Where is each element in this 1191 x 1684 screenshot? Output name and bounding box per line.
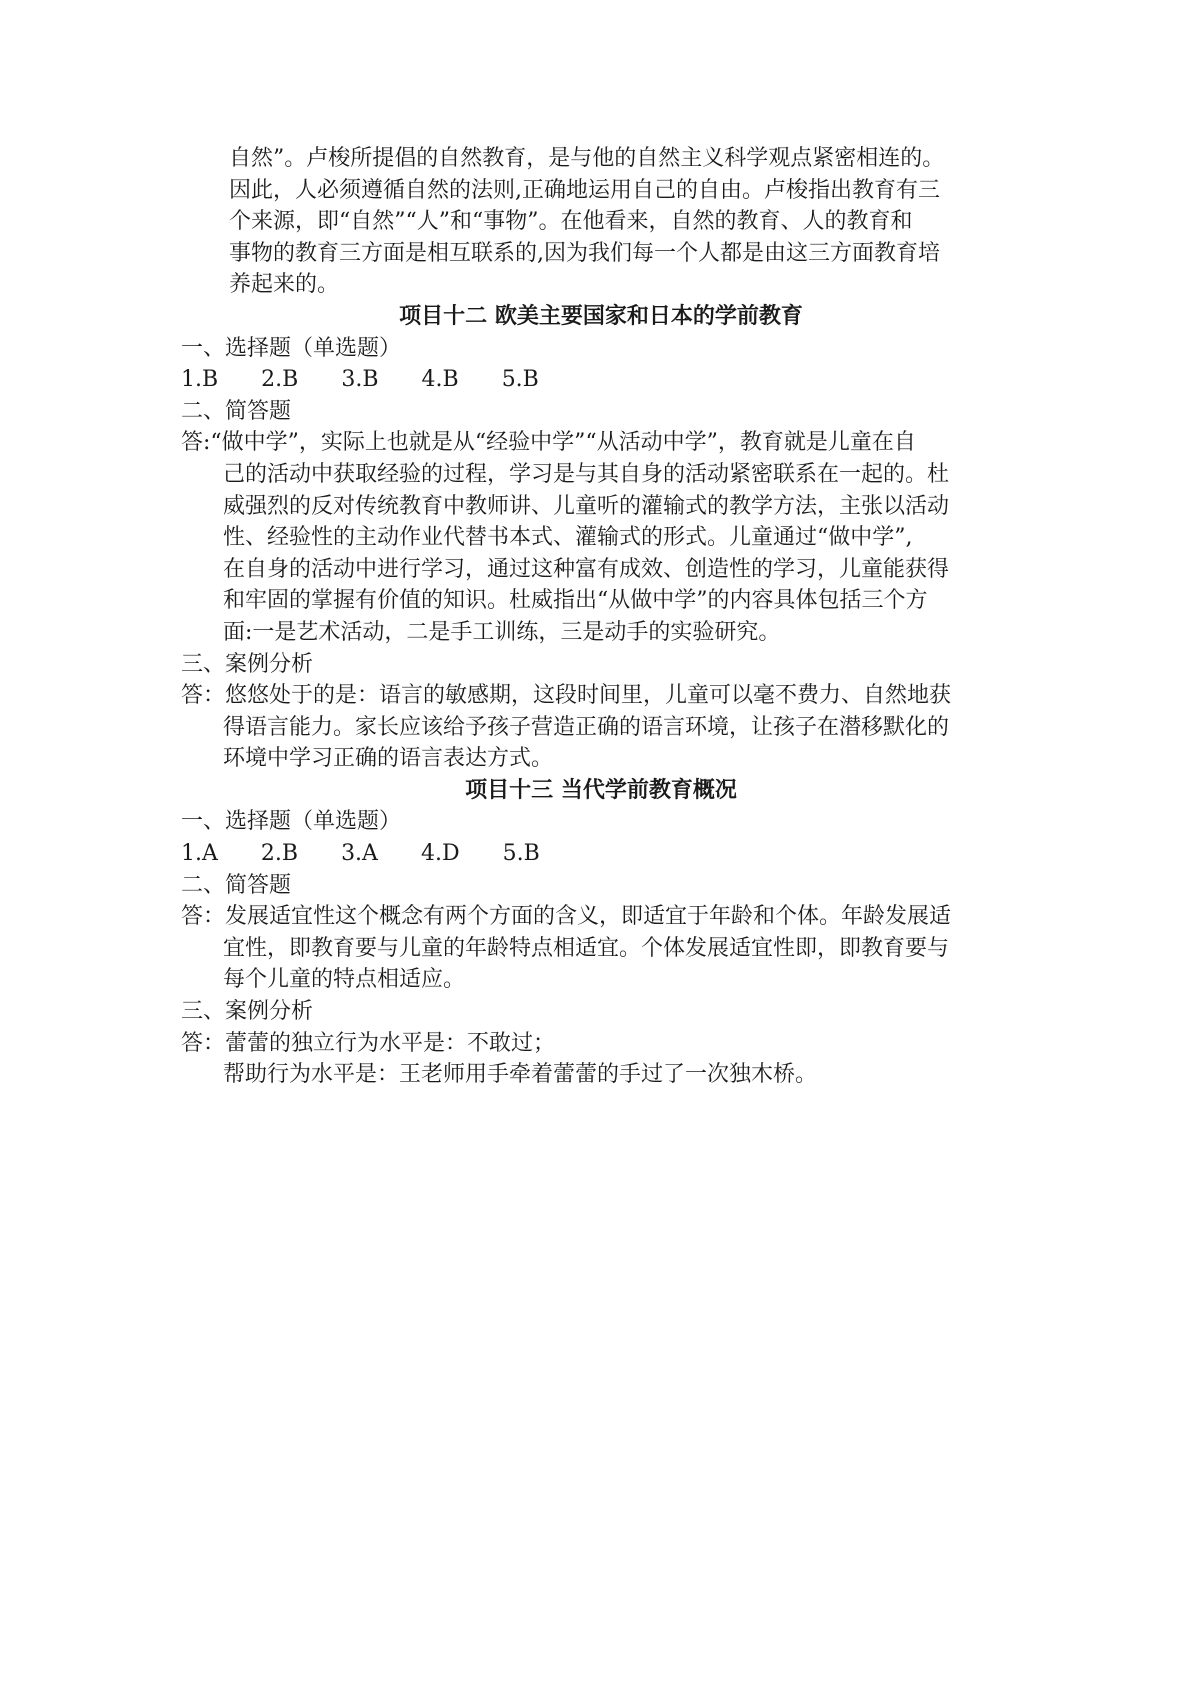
- case-answer-line: 帮助行为水平是：王老师用手牵着蕾蕾的手过了一次独木桥。: [223, 1062, 818, 1088]
- short-answer-line: 宜性，即教育要与儿童的年龄特点相适宜。个体发展适宜性即，即教育要与: [223, 935, 950, 961]
- answer-item: 4.D: [420, 841, 460, 867]
- case-answer-line: 环境中学习正确的语言表达方式。: [223, 746, 554, 772]
- short-answer-line: 答：发展适宜性这个概念有两个方面的含义，即适宜于年龄和个体。年龄发展适: [181, 904, 952, 930]
- answer-item: 5.B: [501, 367, 539, 393]
- short-answer-line: 性、经验性的主动作业代替书本式、灌输式的形式。儿童通过“做中学”,: [223, 525, 913, 551]
- section-12-title: 项目十二 欧美主要国家和日本的学前教育: [399, 303, 803, 329]
- intro-line: 事物的教育三方面是相互联系的,因为我们每一个人都是由这三方面教育培: [229, 240, 940, 266]
- answer-item: 1.B: [181, 367, 219, 393]
- short-answer-line: 己的活动中获取经验的过程，学习是与其自身的活动紧密联系在一起的。杜: [223, 461, 950, 487]
- short-answer-line: 在自身的活动中进行学习，通过这种富有成效、创造性的学习，儿童能获得: [223, 556, 950, 582]
- case-answer-line: 得语言能力。家长应该给予孩子营造正确的语言环境，让孩子在潜移默化的: [223, 714, 950, 740]
- section-12-short-heading: 二、简答题: [181, 398, 292, 424]
- section-13-case-heading: 三、案例分析: [181, 999, 314, 1025]
- section-12-case-heading: 三、案例分析: [181, 651, 314, 677]
- answer-item: 2.B: [261, 367, 299, 393]
- answer-item: 5.B: [502, 841, 540, 867]
- section-12-choice-answers: [181, 364, 1021, 396]
- short-answer-line: 和牢固的掌握有价值的知识。杜威指出“从做中学”的内容具体包括三个方: [223, 588, 928, 614]
- answer-item: 1.A: [181, 841, 218, 867]
- intro-line: 因此，人必须遵循自然的法则,正确地运用自己的自由。卢梭指出教育有三: [229, 177, 940, 203]
- answer-item: 3.B: [341, 367, 379, 393]
- short-answer-line: 面:一是艺术活动，二是手工训练，三是动手的实验研究。: [223, 619, 781, 645]
- answer-item: 4.B: [421, 367, 459, 393]
- intro-line: 自然”。卢梭所提倡的自然教育，是与他的自然主义科学观点紧密相连的。: [229, 146, 945, 171]
- short-answer-line: 每个儿童的特点相适应。: [223, 967, 466, 993]
- short-answer-line: 威强烈的反对传统教育中教师讲、儿童听的灌输式的教学方法，主张以活动: [223, 493, 950, 519]
- intro-line: 养起来的。: [229, 272, 340, 298]
- intro-line: 个来源，即“自然”“人”和“事物”。在他看来，自然的教育、人的教育和: [229, 209, 913, 235]
- answer-item: 2.B: [260, 841, 299, 867]
- short-answer-line: 答:“做中学”，实际上也就是从“经验中学”“从活动中学”，教育就是儿童在自: [181, 430, 916, 456]
- section-12-choice-heading: 一、选择题（单选题）: [181, 335, 402, 361]
- document-page: [181, 143, 1021, 1091]
- section-13-choice-heading: 一、选择题（单选题）: [181, 809, 402, 835]
- section-13-short-heading: 二、简答题: [181, 872, 292, 898]
- case-answer-line: 答：悠悠处于的是：语言的敏感期，这段时间里，儿童可以毫不费力、自然地获: [181, 683, 952, 709]
- case-answer-line: 答：蕾蕾的独立行为水平是：不敢过；: [181, 1030, 556, 1056]
- answer-item: 3.A: [341, 841, 378, 867]
- section-13-choice-answers: [181, 838, 1021, 870]
- section-13-title: 项目十三 当代学前教育概况: [465, 777, 737, 803]
